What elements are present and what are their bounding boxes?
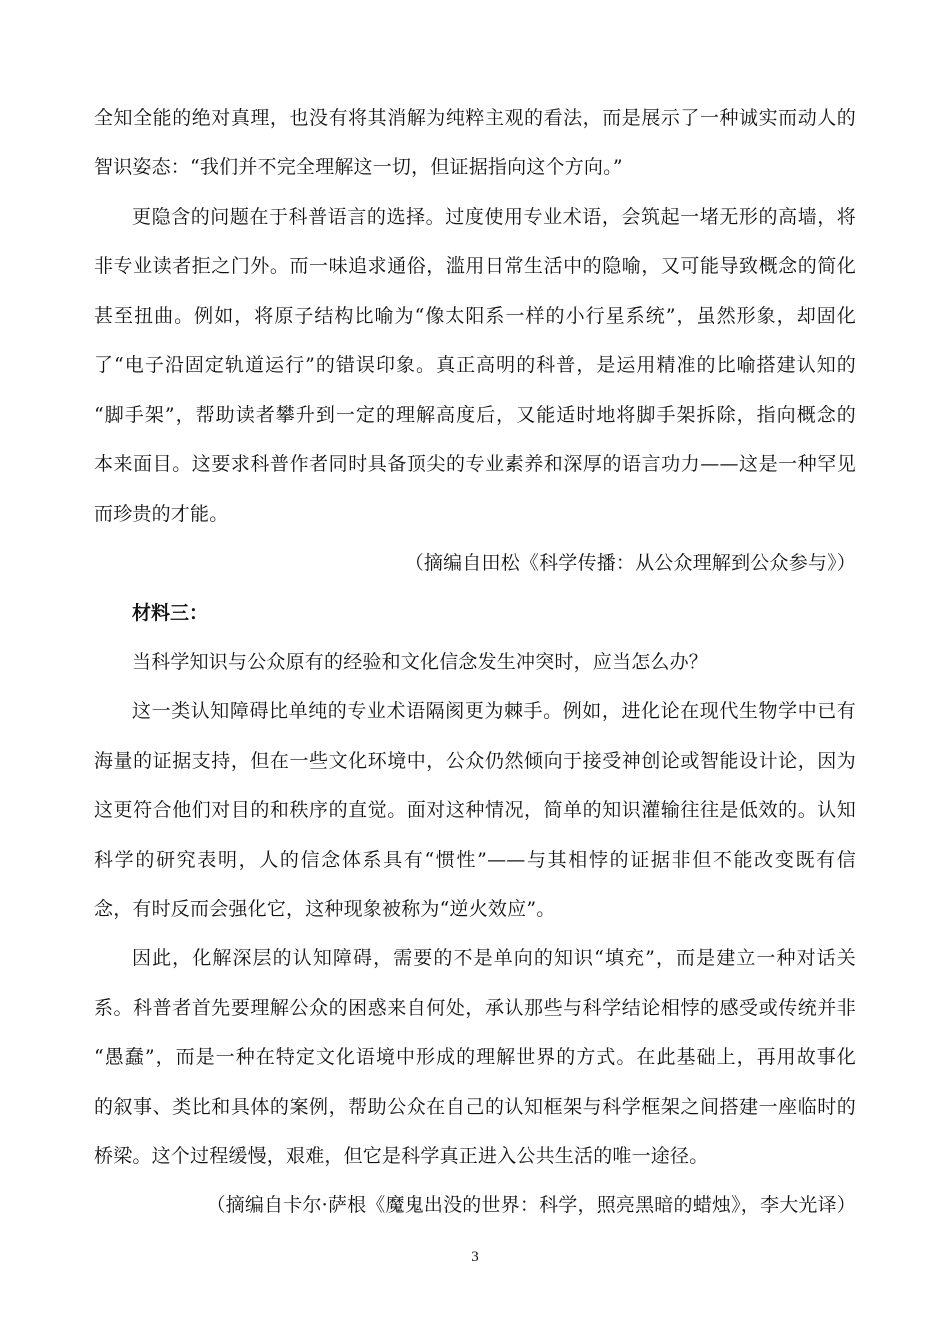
paragraph-line: 而珍贵的才能。 (94, 503, 229, 525)
paragraph-line: 智识姿态：“我们并不完全理解这一切，但证据指向这个方向。” (94, 156, 623, 178)
section-heading: 材料三： (132, 602, 209, 624)
paragraph-line: 了“电子沿固定轨道运行”的错误印象。真正高明的科普，是运用精准的比喻搭建认知的 (94, 354, 856, 376)
paragraph-line: 系。科普者首先要理解公众的困惑来自何处，承认那些与科学结论相悖的感受或传统并非 (94, 997, 856, 1019)
paragraph-line: “愚蠢”，而是一种在特定文化语境中形成的理解世界的方式。在此基础上，再用故事化 (94, 1046, 856, 1068)
paragraph-line: 因此，化解深层的认知障碍，需要的不是单向的知识“填充”，而是建立一种对话关 (132, 947, 856, 969)
source-citation: （摘编自卡尔·萨根《魔鬼出没的世界：科学，照亮黑暗的蜡烛》，李大光译） (206, 1194, 856, 1216)
paragraph-line: 甚至扭曲。例如，将原子结构比喻为“像太阳系一样的小行星系统”，虽然形象，却固化 (94, 305, 856, 327)
paragraph-line: 的叙事、类比和具体的案例，帮助公众在自己的认知框架与科学框架之间搭建一座临时的 (94, 1096, 856, 1118)
page-number: 3 (471, 1249, 479, 1265)
paragraph-line: 当科学知识与公众原有的经验和文化信念发生冲突时，应当怎么办？ (132, 651, 709, 673)
paragraph-line: 桥梁。这个过程缓慢，艰难，但它是科学真正进入公共生活的唯一途径。 (94, 1145, 709, 1167)
paragraph-line: 念，有时反而会强化它，这种现象被称为“逆火效应”。 (94, 898, 556, 920)
source-citation: （摘编自田松《科学传播：从公众理解到公众参与》） (404, 552, 856, 574)
paragraph-line: 海量的证据支持，但在一些文化环境中，公众仍然倾向于接受神创论或智能设计论，因为 (94, 750, 856, 772)
paragraph-line: 本来面目。这要求科普作者同时具备顶尖的专业素养和深厚的语言功力——这是一种罕见 (94, 453, 856, 475)
paragraph-line: 更隐含的问题在于科普语言的选择。过度使用专业术语，会筑起一堵无形的高墙，将 (132, 206, 856, 228)
paragraph-line: “脚手架”，帮助读者攀升到一定的理解高度后，又能适时地将脚手架拆除，指向概念的 (94, 404, 856, 426)
paragraph-line: 这更符合他们对目的和秩序的直觉。面对这种情况，简单的知识灌输往往是低效的。认知 (94, 799, 856, 821)
paragraph-line: 这一类认知障碍比单纯的专业术语隔阂更为棘手。例如，进化论在现代生物学中已有 (132, 700, 856, 722)
paragraph-line: 非专业读者拒之门外。而一味追求通俗，滥用日常生活中的隐喻，又可能导致概念的简化 (94, 255, 856, 277)
paragraph-line: 全知全能的绝对真理，也没有将其消解为纯粹主观的看法，而是展示了一种诚实而动人的 (94, 107, 856, 129)
paragraph-line: 科学的研究表明，人的信念体系具有“惯性”——与其相悖的证据非但不能改变既有信 (94, 849, 856, 871)
